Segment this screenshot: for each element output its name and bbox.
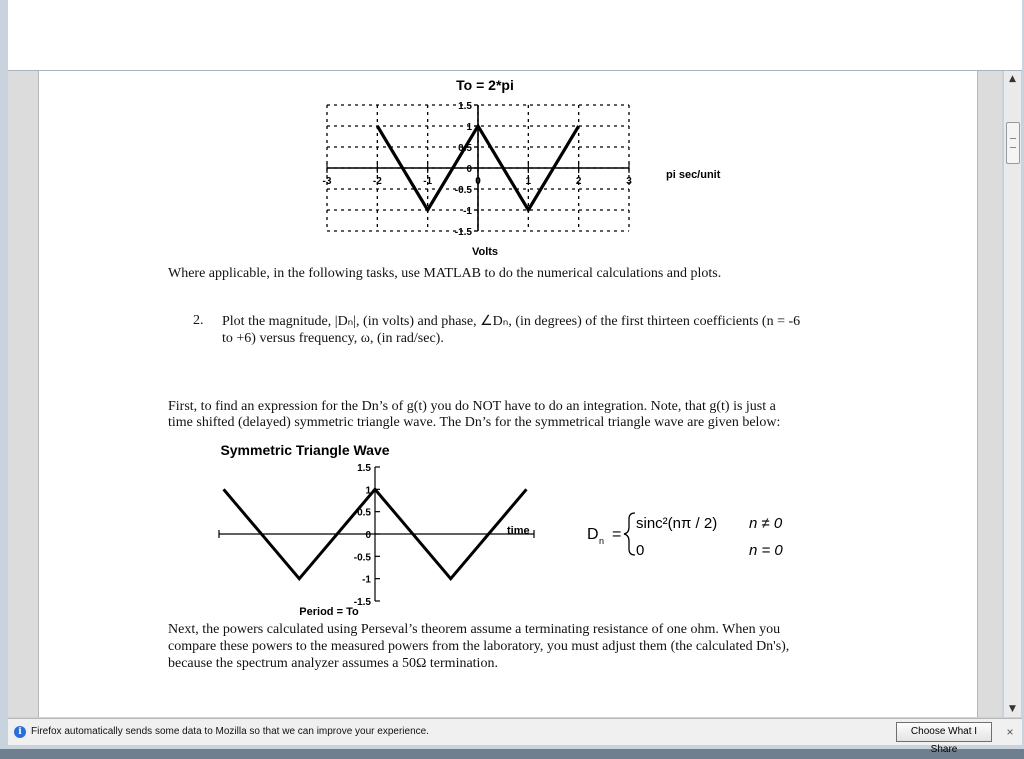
formula-equals: = [612,526,622,543]
task-text-line2: to +6) versus frequency, ω, (in rad/sec). [222,331,444,346]
instruction-text: Where applicable, in the following tasks, use MATLAB to do the numerical calculations and plots. [168,266,722,281]
x-tick-label: 1 [525,176,532,187]
formula-case1-expr: sinc²(nπ / 2) [636,515,718,532]
y-tick-label: 0 [365,530,371,541]
formula-case2-expr: 0 [636,542,645,559]
info-icon: i [14,726,26,738]
notification-bar [8,718,1022,755]
chart-title: Symmetric Triangle Wave [220,442,390,458]
next-paragraph-line2: compare these powers to the measured powers from the laboratory, you must adjust them (the calculated Dn's), [168,639,790,654]
x-tick-label: 3 [626,176,632,187]
y-tick-label: 0 [466,164,472,175]
y-tick-label: 1 [365,485,371,497]
scroll-up-icon[interactable]: ▲ [1009,74,1016,84]
paragraph-line1: First, to find an expression for the Dn’s of g(t) you do NOT have to do an integration. Note, that g(t) is just a [168,399,776,414]
y-tick-label: -0.5 [353,552,371,564]
y-tick-label: -0.5 [454,185,472,196]
chart-xlabel: Volts [471,246,499,258]
y-tick-label: 1.5 [357,463,371,474]
formula-subscript: n [599,536,605,546]
formula-case1-cond: n ≠ 0 [749,515,783,532]
next-paragraph-line3: because the spectrum analyzer assumes a 50Ω termination. [168,656,498,671]
formula-brace [624,513,635,555]
paragraph-line2: time shifted (delayed) symmetric triangle wave. The Dn’s for the symmetrical triangle wave are given below: [168,415,781,430]
y-tick-label: -1 [362,574,371,586]
y-tick-label: 0.5 [458,143,472,154]
next-paragraph-line1: Next, the powers calculated using Perseval’s theorem assume a terminating resistance of one ohm. When you [168,622,781,637]
dn-formula [579,501,819,561]
y-tick-label: 1.5 [458,101,472,112]
y-tick-label: 1 [466,122,472,133]
formula-lhs: D [587,526,599,543]
x-tick-label: -2 [372,176,382,187]
chart-xlabel: Period = To [299,606,359,618]
y-tick-label: -1.5 [454,227,472,238]
x-tick-label: -1 [423,176,433,187]
task-text-line1: Plot the magnitude, |Dₙ|, (in volts) and phase, ∠Dₙ, (in degrees) of the first thirteen coefficients (n = -6 [222,314,801,329]
formula-case2-cond: n = 0 [749,542,783,559]
close-icon[interactable]: × [1006,725,1014,739]
x-tick-label: -3 [322,176,332,187]
chart-shifted-triangle [289,71,849,261]
y-tick-label: -1 [463,206,472,217]
chart-symmetric-triangle [159,441,579,621]
document-page [38,71,978,717]
vertical-scrollbar[interactable] [1003,71,1021,717]
chart-title: To = 2*pi [456,77,514,93]
chart-ylabel: time [507,525,530,537]
notification-message: Firefox automatically sends some data to Mozilla so that we can improve your experience. [31,726,429,737]
scroll-down-icon[interactable]: ▼ [1009,704,1016,714]
browser-toolbar [8,0,1022,71]
choose-what-i-share-button[interactable]: Choose What I Share [896,722,992,742]
y-tick-label: 0.5 [357,507,371,519]
task-number: 2. [193,313,204,328]
scrollbar-thumb[interactable] [1006,122,1020,164]
chart-ylabel: pi sec/unit [666,169,721,181]
x-tick-label: 2 [575,176,582,187]
x-tick-label: 0 [475,176,481,187]
y-tick-label: -1.5 [353,597,371,608]
